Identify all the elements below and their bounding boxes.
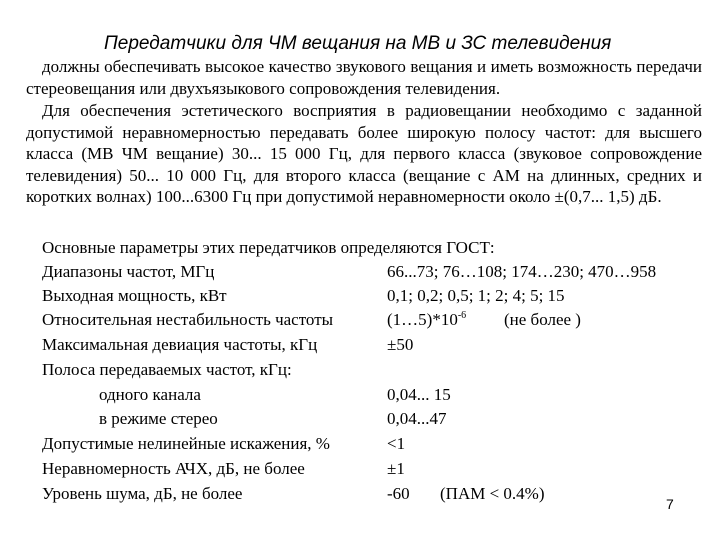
param-note: (не более ) (504, 310, 581, 329)
param-value: 66...73; 76…108; 174…230; 470…958 (387, 262, 657, 281)
param-row-freq-range (0, 262, 720, 286)
param-value (387, 310, 466, 330)
param-label: одного канала (99, 385, 201, 404)
param-row-noise (0, 484, 720, 508)
param-label: Максимальная девиация частоты, кГц (42, 335, 318, 354)
param-value: 0,04...47 (387, 409, 447, 428)
param-value: -60 (387, 484, 410, 503)
param-label: Выходная мощность, кВт (42, 286, 227, 305)
param-value: <1 (387, 434, 406, 453)
param-label: Диапазоны частот, МГц (42, 262, 215, 281)
param-value-base: (1…5)*10 (387, 310, 458, 329)
param-label: Допустимые нелинейные искажения, % (42, 434, 330, 453)
param-value: 0,1; 0,2; 0,5; 1; 2; 4; 5; 15 (387, 286, 565, 305)
param-value: ±1 (387, 459, 405, 478)
page-title: Передатчики для ЧМ вещания на МВ и ЗС телевидения (104, 33, 612, 54)
param-row-instability (0, 310, 720, 334)
param-row-bandwidth (0, 360, 720, 384)
param-value-exponent: -6 (457, 310, 467, 321)
params-heading: Основные параметры этих передатчиков определяются ГОСТ: (42, 238, 495, 257)
param-row-power (0, 286, 720, 310)
param-label: Полоса передаваемых частот, кГц: (42, 360, 292, 379)
param-value: 0,04... 15 (387, 385, 451, 404)
paragraph-requirements: должны обеспечивать высокое качество звукового вещания и иметь возможность передачи стереовещания или двухъязыкового сопровождения телевидения. (26, 57, 702, 98)
param-row-deviation (0, 335, 720, 359)
param-label: в режиме стерео (99, 409, 218, 428)
param-label: Относительная нестабильность частоты (42, 310, 334, 329)
page-number: 7 (666, 496, 674, 512)
param-row-mono (0, 385, 720, 409)
param-label: Неравномерность АЧХ, дБ, не более (42, 459, 305, 478)
paragraph-bandwidth: Для обеспечения эстетического восприятия в радиовещании необходимо с заданной допустимой неравномерностью передавать более широкую полосу частот: для высшего класса (МВ ЧМ вещание) 30... 15 000 Гц, для первого класса (звуковое сопровождение телевидения) 50... 10 000 Гц, для второго класса (вещание с АМ на длинных, средних и коротких волнах) 100...6300 Гц при допустимой неравномерности около ±(0,7... 1,5) дБ. (26, 101, 702, 206)
param-label: Уровень шума, дБ, не более (42, 484, 243, 503)
param-value: ±50 (387, 335, 414, 354)
param-row-distortion (0, 434, 720, 458)
param-note: (ПАМ < 0.4%) (440, 484, 545, 503)
param-row-afc (0, 459, 720, 483)
param-row-stereo (0, 409, 720, 433)
